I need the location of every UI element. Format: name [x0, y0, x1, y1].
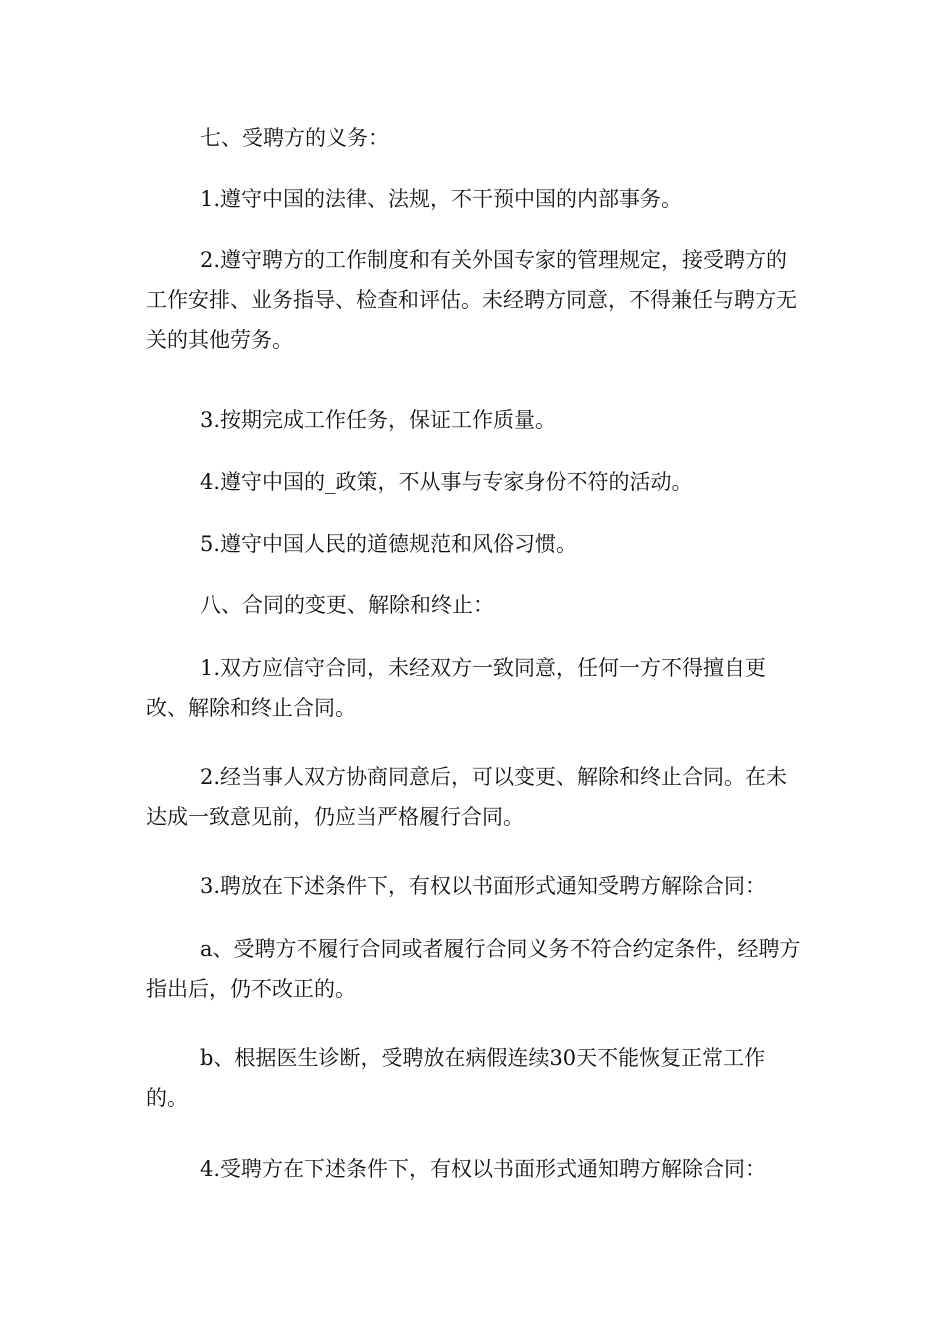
contract-item-1: 1.双方应信守合同，未经双方一致同意，任何一方不得擅自更改、解除和终止合同。 — [146, 656, 767, 720]
contract-subitem-a: a、受聘方不履行合同或者履行合同义务不符合约定条件，经聘方指出后，仍不改正的。 — [146, 937, 801, 1001]
obligation-item-2: 2.遵守聘方的工作制度和有关外国专家的管理规定，接受聘方的工作安排、业务指导、检查和评估。未经聘方同意，不得兼任与聘方无关的其他劳务。 — [146, 248, 797, 352]
obligation-item-5: 5.遵守中国人民的道德规范和风俗习惯。 — [200, 532, 578, 556]
contract-subitem-b: b、根据医生诊断，受聘放在病假连续30天不能恢复正常工作的。 — [146, 1046, 766, 1110]
contract-item-4: 4.受聘方在下述条件下，有权以书面形式通知聘方解除合同： — [200, 1157, 767, 1181]
obligation-item-4: 4.遵守中国的_政策，不从事与专家身份不符的活动。 — [200, 470, 693, 494]
obligation-item-1: 1.遵守中国的法律、法规，不干预中国的内部事务。 — [200, 187, 683, 211]
obligation-item-3: 3.按期完成工作任务，保证工作质量。 — [200, 408, 557, 432]
section-heading-obligations: 七、受聘方的义务： — [200, 126, 389, 150]
contract-item-3: 3.聘放在下述条件下，有权以书面形式通知受聘方解除合同： — [200, 874, 767, 898]
contract-item-2: 2.经当事人双方协商同意后，可以变更、解除和终止合同。在未达成一致意见前，仍应当严格履行合同。 — [146, 765, 788, 829]
section-heading-contract-changes: 八、合同的变更、解除和终止： — [200, 593, 494, 617]
